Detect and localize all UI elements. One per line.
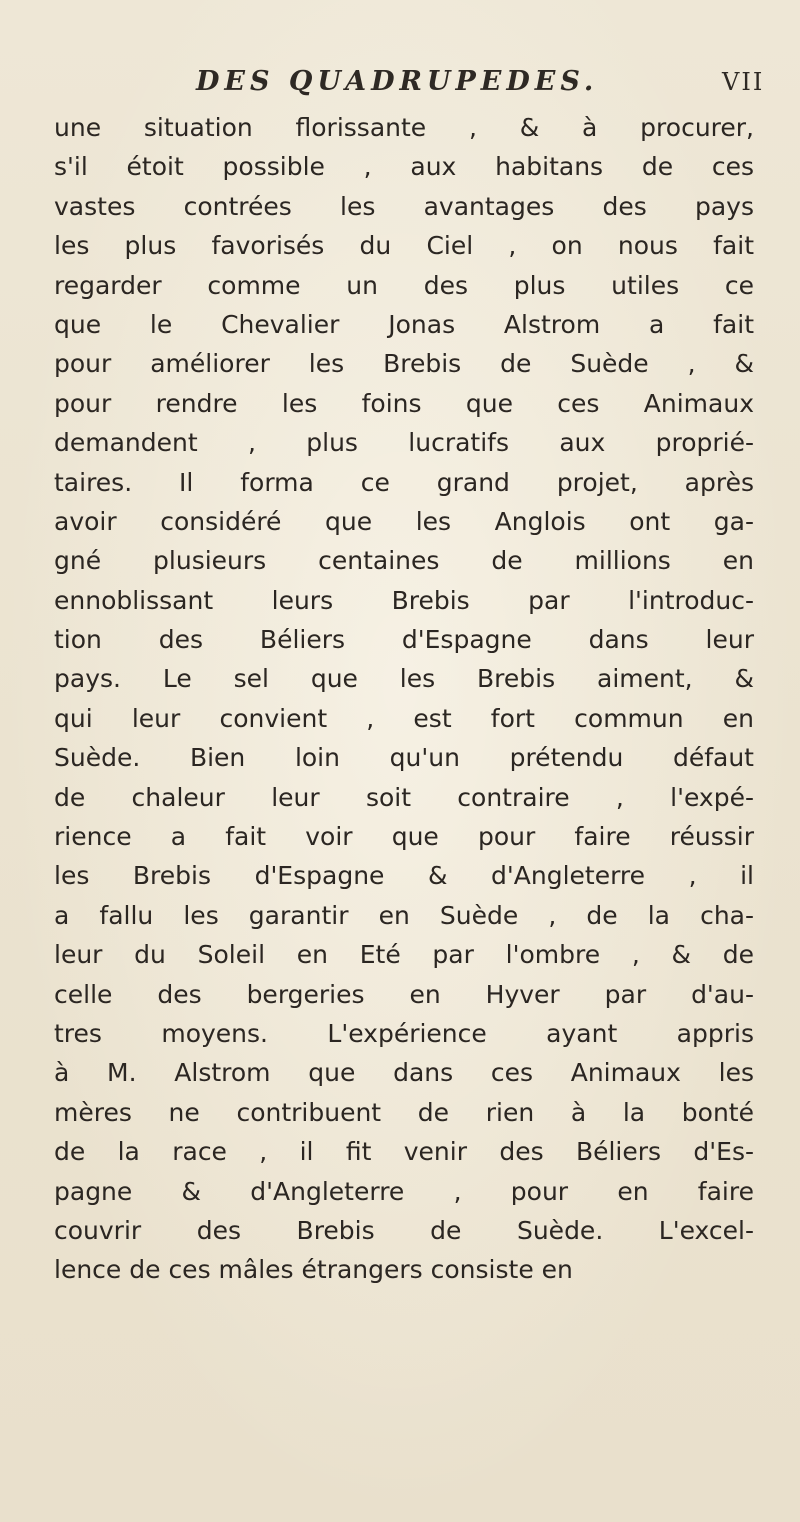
text-line: qui leur convient , est fort commun en <box>54 703 754 733</box>
text-line: couvrir des Brebis de Suède. L'excel- <box>54 1215 754 1245</box>
text-line: à M. Alstrom que dans ces Animaux les <box>54 1058 754 1088</box>
text-line: taires. Il forma ce grand projet, après <box>54 467 754 497</box>
text-line: s'il étoit possible , aux habitans de ces <box>54 152 754 182</box>
text-line: mères ne contribuent de rien à la bonté <box>54 1097 754 1127</box>
text-line: Suède. Bien loin qu'un prétendu défaut <box>54 743 754 773</box>
text-line: les plus favorisés du Ciel , on nous fait <box>54 231 754 261</box>
text-line: tion des Béliers d'Espagne dans leur <box>54 625 754 655</box>
text-line: avoir considéré que les Anglois ont ga- <box>54 506 754 536</box>
text-line: pagne & d'Angleterre , pour en faire <box>54 1176 754 1206</box>
text-line: ennoblissant leurs Brebis par l'introduc- <box>54 585 754 615</box>
text-line: une situation florissante , & à procurer, <box>54 113 754 142</box>
text-line: a fallu les garantir en Suède , de la cha- <box>54 900 754 930</box>
text-line: vastes contrées les avantages des pays <box>54 191 754 221</box>
text-line: leur du Soleil en Eté par l'ombre , & de <box>54 940 754 970</box>
text-line: demandent , plus lucratifs aux proprié- <box>54 428 754 458</box>
text-line: pays. Le sel que les Brebis aiment, & <box>54 664 754 694</box>
text-line: de la race , il fit venir des Béliers d'Es- <box>54 1137 754 1167</box>
text-line: rience a fait voir que pour faire réussir <box>54 822 754 852</box>
page-number: VII <box>722 68 765 96</box>
text-line: tres moyens. L'expérience ayant appris <box>54 1018 754 1048</box>
running-head: DES QUADRUPEDES. <box>196 66 599 97</box>
text-line: de chaleur leur soit contraire , l'expé- <box>54 782 754 812</box>
text-line: que le Chevalier Jonas Alstrom a fait <box>54 309 754 339</box>
text-line: lence de ces mâles étrangers consiste en <box>54 1255 573 1285</box>
text-line: pour rendre les foins que ces Animaux <box>54 388 754 418</box>
text-line: pour améliorer les Brebis de Suède , & <box>54 349 754 379</box>
page-header <box>0 66 800 106</box>
body-text <box>54 108 754 1290</box>
text-line: les Brebis d'Espagne & d'Angleterre , il <box>54 861 754 891</box>
text-line: gné plusieurs centaines de millions en <box>54 546 754 576</box>
text-line: celle des bergeries en Hyver par d'au- <box>54 979 754 1009</box>
text-line: regarder comme un des plus utiles ce <box>54 270 754 300</box>
